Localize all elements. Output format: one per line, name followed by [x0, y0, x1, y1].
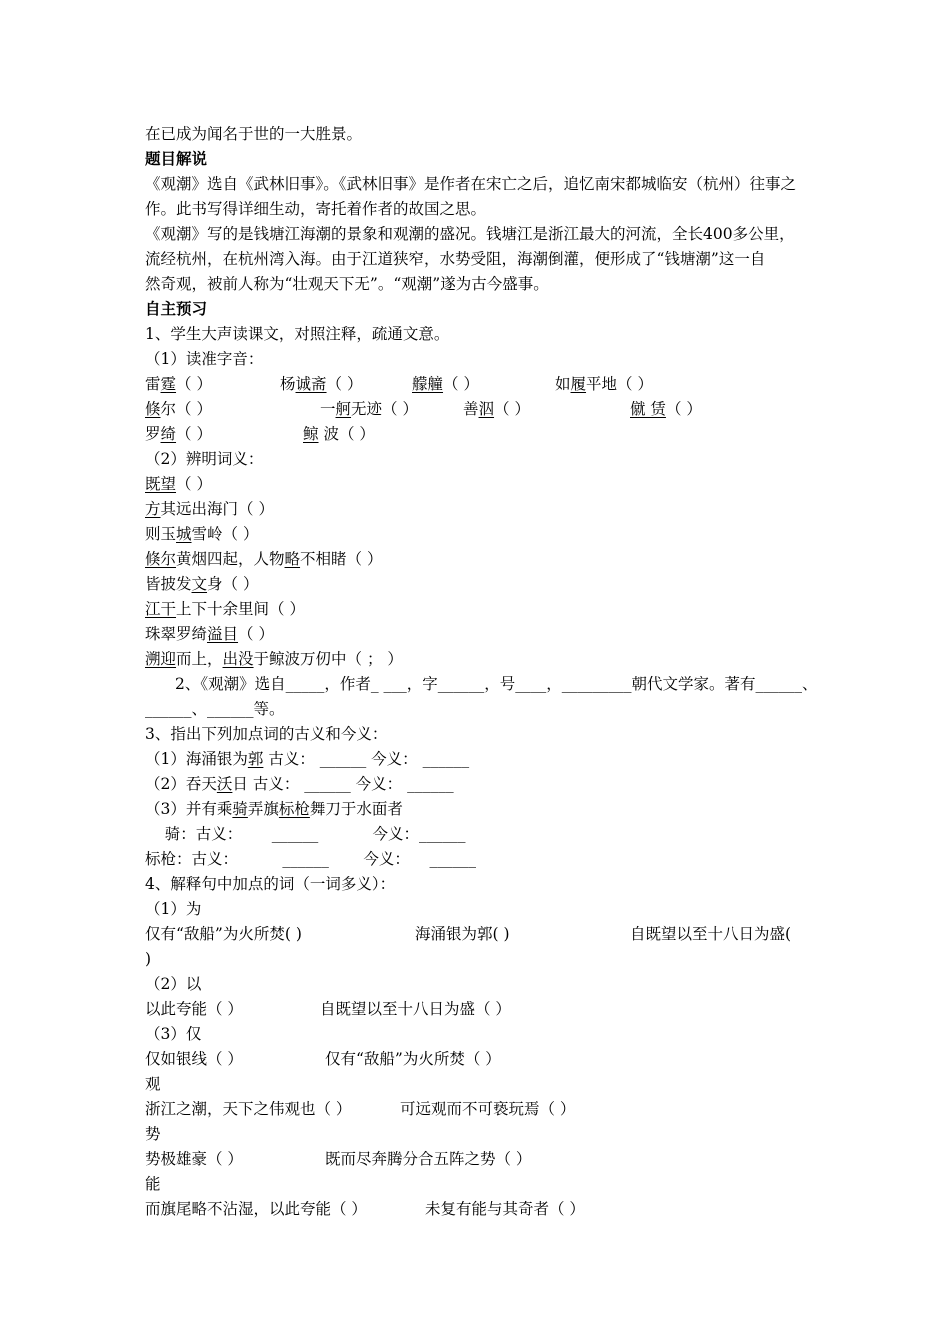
pronunciation-item — [280, 372, 362, 397]
explain-paragraph-2b: 流经杭州，在杭州湾入海。由于江道狭窄，水势受阻，海潮倒灌，便形成了“钱塘潮”这一自 — [145, 250, 766, 268]
underlined-word: 出没 — [222, 650, 254, 668]
section-heading-title-explain: 题目解说 — [145, 150, 208, 168]
q4-item[interactable]: 未复有能与其奇者（ ） — [425, 1200, 585, 1218]
question-4: 4、解释句中加点的词（一词多义）： — [145, 875, 396, 893]
item-text: 而上， — [176, 650, 223, 668]
pronunciation-item — [630, 397, 702, 422]
pronunciation-item — [555, 372, 653, 397]
document-page — [145, 122, 825, 1222]
question-3: 3、指出下列加点词的古义和今义： — [145, 725, 388, 743]
item-text: （2）吞天 — [145, 775, 217, 793]
q4-section-label: （1）为 — [145, 900, 202, 918]
underlined-word: 江干 — [145, 600, 177, 618]
word-meaning-item — [145, 597, 825, 622]
q4-section-label: （2）以 — [145, 975, 202, 993]
item-text: 杨 — [280, 375, 296, 393]
explain-paragraph-1a: 《观潮》选自《武林旧事》。《武林旧事》是作者在宋亡之后，追忆南宋都城临安（杭州）往事之 — [145, 175, 797, 193]
item-text: 黄烟四起，人物 — [176, 550, 285, 568]
q4-section-label: 势 — [145, 1125, 161, 1143]
q4-section-label: （3）仅 — [145, 1025, 202, 1043]
q4-item[interactable]: 而旗尾略不沾湿，以此夸能（ ） — [145, 1200, 367, 1218]
item-text: 如 — [555, 375, 571, 393]
q4-section-label: 能 — [145, 1175, 161, 1193]
underlined-char: 艨艟 — [412, 375, 444, 393]
underlined-char: 鲸 — [303, 425, 319, 443]
answer-blank[interactable]: （ ） — [443, 375, 479, 393]
answer-blank[interactable]: 上下十余里间（ ） — [176, 600, 305, 618]
q4-item[interactable]: 以此夸能（ ） — [145, 1000, 243, 1018]
q4-item[interactable]: 浙江之潮，天下之伟观也（ ） — [145, 1100, 352, 1118]
item-text: 罗 — [145, 425, 161, 443]
underlined-char: 诚斋 — [295, 375, 327, 393]
answer-blank[interactable]: 波（ ） — [318, 425, 375, 443]
underlined-word: 文 — [191, 575, 208, 593]
item-text: （3）并有乘 — [145, 800, 233, 818]
pronunciation-item — [320, 397, 418, 422]
word-meaning-item — [145, 572, 825, 597]
pronunciation-item — [412, 372, 479, 397]
section-heading-preview: 自主预习 — [145, 300, 208, 318]
underlined-char: 僦 赁 — [630, 400, 666, 418]
answer-blank[interactable]: 身（ ） — [207, 575, 259, 593]
item-text: 皆披发 — [145, 575, 192, 593]
word-meaning-item — [145, 547, 825, 572]
q4-item[interactable]: 仅有“敌船”为火所焚( ) — [145, 925, 302, 943]
question-3-qi[interactable]: 骑：古义： ______ 今义：______ — [145, 825, 466, 843]
answer-blank[interactable]: （ ） — [494, 400, 530, 418]
question-3-item — [145, 772, 825, 797]
underlined-char: 绮 — [160, 425, 177, 443]
underlined-word: 方 — [145, 500, 161, 518]
underlined-char: 舸 — [335, 400, 352, 418]
item-text: 雷 — [145, 375, 161, 393]
question-1: 1、学生大声读课文，对照注释，疏通文意。 — [145, 325, 450, 343]
item-text: 一 — [320, 400, 336, 418]
answer-blank[interactable]: 不相睹（ ） — [300, 550, 383, 568]
answer-blank[interactable]: 雪岭（ ） — [191, 525, 259, 543]
question-2-line-a: 2、《观潮》选自_____，作者_ ___，字______，号____，_________朝代文学家。著有______、 — [175, 675, 818, 693]
q4-row — [145, 922, 825, 947]
explain-paragraph-2c: 然奇观，被前人称为“壮观天下无”。“观潮”遂为古今盛事。 — [145, 275, 549, 293]
answer-blank[interactable]: （ ） — [176, 475, 212, 493]
underlined-char: 泅 — [478, 400, 495, 418]
underlined-word: 沃 — [216, 775, 233, 793]
answer-blank[interactable]: 无迹（ ） — [351, 400, 418, 418]
q4-item[interactable]: 可远观而不可亵玩焉（ ） — [400, 1100, 576, 1118]
question-3-biaoqiang[interactable]: 标枪：古义： ______ 今义： ______ — [145, 850, 477, 868]
q4-row — [145, 1197, 825, 1222]
answer-blank[interactable]: 尔（ ） — [160, 400, 212, 418]
item-text: 善 — [463, 400, 479, 418]
underlined-char: 履 — [570, 375, 587, 393]
underlined-word: 城 — [176, 525, 192, 543]
answer-blank[interactable]: 于鲸波万仞中（ ； ） — [253, 650, 403, 668]
underlined-word: 骑 — [232, 800, 248, 818]
answer-blank[interactable]: 平地（ ） — [586, 375, 653, 393]
word-meaning-item — [145, 472, 825, 497]
answer-blank[interactable]: （ ） — [238, 625, 274, 643]
q4-item[interactable]: 自既望以至十八日为盛（ ） — [320, 1000, 511, 1018]
explain-paragraph-2a: 《观潮》写的是钱塘江海潮的景象和观潮的盛况。钱塘江是浙江最大的河流，全长400多公里， — [145, 225, 795, 243]
item-text: 珠翠罗绮 — [145, 625, 208, 643]
q4-row — [145, 1147, 825, 1172]
answer-blank[interactable]: 古义： ______ 今义： ______ — [263, 750, 470, 768]
q4-row — [145, 997, 825, 1022]
q4-row — [145, 1097, 825, 1122]
explain-paragraph-1b: 作。此书写得详细生动，寄托着作者的故国之思。 — [145, 200, 487, 218]
q4-section-label: 观 — [145, 1075, 161, 1093]
q4-item[interactable]: 海涌银为郭( ) — [415, 925, 510, 943]
q4-item[interactable]: 仅如银线（ ） — [145, 1050, 243, 1068]
underlined-word: 溯迎 — [145, 650, 177, 668]
underlined-word: 溢目 — [207, 625, 239, 643]
question-3-item — [145, 797, 825, 822]
q4-item[interactable]: 既而尽奔腾分合五阵之势（ ） — [325, 1150, 532, 1168]
answer-blank[interactable]: 日 古义： ______ 今义： ______ — [232, 775, 454, 793]
answer-blank[interactable]: （ ） — [176, 375, 212, 393]
underlined-word: 略 — [284, 550, 301, 568]
question-1-part-1: （1）读准字音： — [145, 350, 264, 368]
pronunciation-row — [145, 397, 825, 422]
underlined-word: 标枪 — [278, 800, 310, 818]
underlined-word: 倏尔 — [145, 550, 177, 568]
item-text: 舞刀于水面者 — [309, 800, 403, 818]
underlined-char: 倏 — [145, 400, 161, 418]
pronunciation-item — [463, 397, 530, 422]
word-meaning-item — [145, 522, 825, 547]
underlined-word: 郭 — [247, 750, 264, 768]
question-2-line-b: ______、______等。 — [145, 700, 285, 718]
pronunciation-row — [145, 422, 825, 447]
q4-item[interactable]: 自既望以至十八日为盛( — [630, 925, 792, 943]
question-1-part-2: （2）辨明词义： — [145, 450, 264, 468]
q4-wrap: ) — [145, 950, 152, 968]
pronunciation-item — [145, 397, 212, 422]
intro-tail: 在已成为闻名于世的一大胜景。 — [145, 125, 363, 143]
pronunciation-item — [303, 422, 375, 447]
word-meaning-item — [145, 622, 825, 647]
underlined-word: 既望 — [145, 475, 177, 493]
q4-item[interactable]: 势极雄豪（ ） — [145, 1150, 243, 1168]
item-text: 弄旗 — [247, 800, 279, 818]
answer-blank[interactable]: （ ） — [326, 375, 363, 393]
pronunciation-row — [145, 372, 825, 397]
pronunciation-item — [145, 372, 212, 397]
pronunciation-item — [145, 422, 212, 447]
answer-blank[interactable]: 其远出海门（ ） — [160, 500, 274, 518]
answer-blank[interactable]: （ ） — [176, 425, 212, 443]
answer-blank[interactable]: （ ） — [665, 400, 702, 418]
q4-item[interactable]: 仅有“敌船”为火所焚（ ） — [325, 1050, 501, 1068]
word-meaning-item — [145, 497, 825, 522]
word-meaning-item — [145, 647, 825, 672]
item-text: 则玉 — [145, 525, 177, 543]
q4-row — [145, 1047, 825, 1072]
question-3-item — [145, 747, 825, 772]
underlined-char: 霆 — [160, 375, 177, 393]
item-text: （1）海涌银为 — [145, 750, 248, 768]
